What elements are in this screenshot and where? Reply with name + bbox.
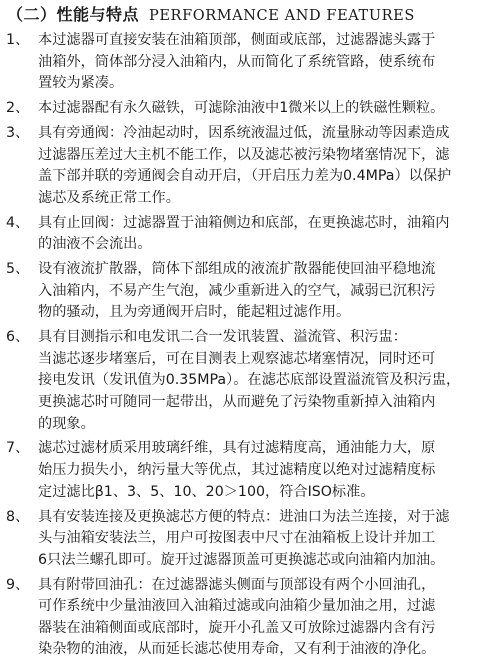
feature-number: 8、 (6, 508, 30, 525)
feature-text-line: 当滤芯逐步堵塞后，可在目测表上观察滤芯堵塞情况，同时还可 (38, 350, 436, 367)
section-heading (7, 3, 494, 28)
feature-item (6, 575, 494, 661)
feature-item (6, 213, 494, 256)
feature-text-line: 接电发讯（发讯值为0.35MPa）。在滤芯底部设置溢流管及积污盅， (38, 372, 461, 389)
feature-text-line: 可作系统中少量油液回入油箱过滤或向油箱少量加油之用，过滤 (38, 598, 436, 615)
feature-text-line: 具有安装连接及更换滤芯方便的特点：进油口为法兰连接，对于滤 (38, 508, 450, 525)
feature-text (38, 438, 494, 503)
feature-number: 4、 (6, 214, 30, 231)
feature-text-line: 设有液流扩散器，筒体下部组成的液流扩散器能使回油平稳地流 (38, 261, 436, 278)
feature-item (6, 327, 494, 435)
feature-item (6, 98, 494, 120)
feature-text-line: 头与油箱安装法兰，用户可按图表中尺寸在油箱板上设计并加工 (38, 530, 436, 547)
feature-list (6, 30, 494, 661)
section-heading-en: PERFORMANCE AND FEATURES (149, 8, 415, 24)
feature-text-line: 始压力损失小，纳污量大等优点，其过滤精度以绝对过滤精度标 (38, 462, 436, 479)
feature-text-line: 定过滤比β1、3、5、10、20＞100，符合ISO标准。 (38, 483, 375, 500)
feature-item (6, 438, 494, 503)
feature-text-line: 6只法兰螺孔即可。旋开过滤器顶盖可更换滤芯或向油箱内加油。 (38, 551, 445, 568)
feature-text-line: 的油液不会流出。 (38, 236, 152, 253)
feature-item (6, 259, 494, 324)
feature-text (38, 575, 494, 661)
feature-text-line: 盖下部并联的旁通阀会自动开启，（开启压力差为0.4MPa）以保护 (38, 168, 452, 185)
feature-text (38, 327, 494, 435)
feature-text (38, 213, 494, 256)
feature-text-line: 更换滤芯时可随同一起带出，从而避免了污染物重新掉入油箱内 (38, 393, 436, 410)
feature-number: 1、 (6, 32, 30, 48)
feature-text (38, 507, 494, 572)
feature-text (38, 30, 494, 95)
feature-text-line: 器装在油箱侧面或底部时，旋开小孔盖又可放除过滤器内含有污 (38, 619, 436, 636)
feature-text-line: 滤芯及系统正常工作。 (38, 189, 180, 206)
feature-item (6, 123, 494, 209)
feature-text-line: 置较为紧凑。 (38, 75, 124, 92)
feature-number: 3、 (6, 124, 30, 141)
feature-number: 7、 (6, 440, 30, 457)
feature-text-line: 具有止回阀：过滤器置于油箱侧边和底部，在更换滤芯时，油箱内 (38, 214, 450, 231)
feature-text-line: 的现象。 (38, 415, 95, 432)
feature-text-line: 物的骚动，且为旁通阀开启时，能起粗过滤作用。 (38, 304, 351, 321)
feature-text (38, 259, 494, 324)
feature-item (6, 507, 494, 572)
feature-text-line: 本过滤器可直接安装在油箱顶部，侧面或底部，过滤器滤头露于 (38, 32, 436, 48)
feature-text (38, 123, 494, 209)
feature-text-line: 具有目测指示和电发讯二合一发讯装置、溢流管、积污盅： (38, 329, 407, 346)
feature-text-line: 入油箱内，不易产生气泡，减少重新进入的空气，减弱已沉积污 (38, 282, 436, 299)
feature-item (6, 30, 494, 95)
feature-text (38, 98, 494, 120)
feature-text-line: 具有旁通阀：冷油起动时，因系统液温过低，流量脉动等因素造成 (38, 124, 450, 141)
feature-number: 5、 (6, 261, 30, 278)
feature-text-line: 滤芯过滤材质采用玻璃纤维，具有过滤精度高，通油能力大，原 (38, 440, 436, 457)
feature-text-line: 染杂物的油液，从而延长滤芯使用寿命，又有利于油液的净化。 (38, 641, 436, 658)
feature-text-line: 过滤器压差过大主机不能工作，以及滤芯被污染物堵塞情况下，滤 (38, 146, 450, 163)
section-heading-cn: （二）性能与特点 (7, 5, 140, 24)
feature-text-line: 油箱外，筒体部分浸入油箱内，从而简化了系统管路，使系统布 (38, 53, 436, 70)
feature-text-line: 本过滤器配有永久磁铁，可滤除油液中1微米以上的铁磁性颗粒。 (38, 100, 445, 117)
feature-number: 2、 (6, 100, 30, 117)
feature-number: 6、 (6, 329, 30, 346)
feature-number: 9、 (6, 576, 30, 593)
feature-text-line: 具有附带回油孔：在过滤器滤头侧面与顶部设有两个小回油孔， (38, 576, 436, 593)
